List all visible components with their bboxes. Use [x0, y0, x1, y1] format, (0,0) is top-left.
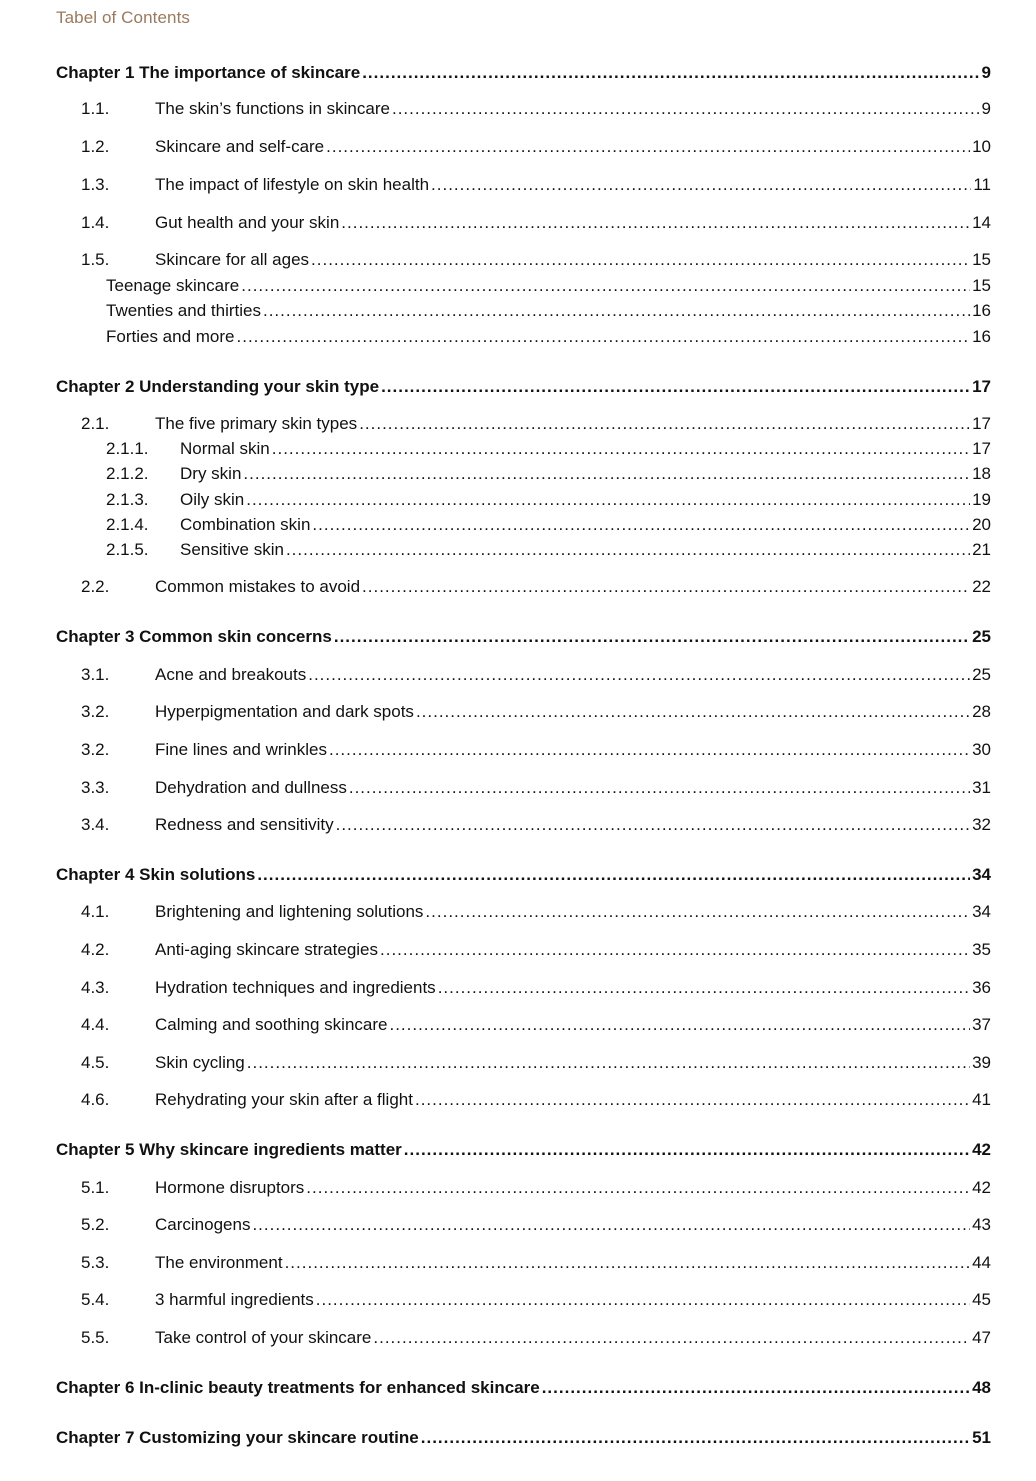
- toc-entry[interactable]: [56, 539, 991, 561]
- toc-entry-title: Brightening and lightening solutions: [155, 902, 424, 921]
- toc-entry-title: Acne and breakouts: [155, 665, 307, 684]
- dot-leader: [362, 576, 970, 598]
- toc-entry-title: Chapter 6 In-clinic beauty treatments for enhanced skincare: [56, 1378, 540, 1397]
- dot-leader: [246, 489, 970, 511]
- toc-entry-title: Common mistakes to avoid: [155, 577, 361, 596]
- dot-leader: [392, 98, 980, 120]
- toc-entry[interactable]: [56, 814, 991, 836]
- toc-entry-number: 2.1.5.: [106, 540, 149, 559]
- toc-entry-title: Skincare and self-care: [155, 137, 325, 156]
- toc-entry[interactable]: [56, 98, 991, 120]
- toc-entry-number: 5.1.: [81, 1178, 110, 1197]
- toc-entry-title: Teenage skincare: [106, 276, 240, 295]
- toc-entry-page-number: 34: [972, 865, 991, 884]
- toc-entry-page-number: 11: [973, 175, 991, 194]
- toc-entry-page-number: 17: [972, 414, 991, 433]
- toc-entry-number: 3.3.: [81, 778, 110, 797]
- toc-entry-title: The skin’s functions in skincare: [155, 99, 390, 118]
- toc-entry-page-number: 15: [972, 276, 991, 295]
- toc-entry-title: Carcinogens: [155, 1215, 251, 1234]
- toc-entry-page-number: 51: [972, 1428, 991, 1447]
- toc-entry-number: 1.3.: [81, 175, 110, 194]
- toc-entry[interactable]: [56, 1252, 991, 1274]
- toc-entry-title: Skin cycling: [155, 1053, 245, 1072]
- toc-chapter-entry[interactable]: [56, 62, 991, 84]
- toc-entry[interactable]: [56, 514, 991, 536]
- toc-entry-title: Forties and more: [106, 327, 235, 346]
- toc-entry-page-number: 44: [972, 1253, 991, 1272]
- toc-entry[interactable]: [56, 739, 991, 761]
- toc-heading: Tabel of Contents: [56, 8, 191, 27]
- toc-entry-number: 2.2.: [81, 577, 110, 596]
- toc-entry-page-number: 48: [972, 1378, 991, 1397]
- toc-entry-page-number: 17: [972, 439, 991, 458]
- dot-leader: [336, 814, 970, 836]
- toc-entry-title: Hormone disruptors: [155, 1178, 305, 1197]
- toc-entry[interactable]: [56, 1052, 991, 1074]
- toc-entry[interactable]: [56, 300, 991, 322]
- dot-leader: [237, 326, 971, 348]
- dot-leader: [404, 1139, 970, 1161]
- toc-entry-title: Chapter 5 Why skincare ingredients matter: [56, 1140, 402, 1159]
- toc-entry[interactable]: [56, 1289, 991, 1311]
- toc-entry-number: 3.2.: [81, 740, 110, 759]
- toc-entry-number: 5.3.: [81, 1253, 110, 1272]
- dot-leader: [359, 413, 970, 435]
- toc-entry[interactable]: [56, 438, 991, 460]
- toc-entry-title: Gut health and your skin: [155, 213, 340, 232]
- toc-entry-title: Hydration techniques and ingredients: [155, 978, 436, 997]
- toc-entry[interactable]: [56, 664, 991, 686]
- toc-entry-page-number: 18: [972, 464, 991, 483]
- toc-entry[interactable]: [56, 1214, 991, 1236]
- toc-entry-page-number: 17: [972, 377, 991, 396]
- toc-entry-page-number: 32: [972, 815, 991, 834]
- toc-entry-number: 4.5.: [81, 1053, 110, 1072]
- toc-entry-number: 1.5.: [81, 250, 110, 269]
- toc-entry-title: Anti-aging skincare strategies: [155, 940, 379, 959]
- toc-entry-page-number: 25: [972, 627, 991, 646]
- toc-entry-page-number: 43: [972, 1215, 991, 1234]
- toc-entry-page-number: 15: [972, 250, 991, 269]
- toc-entry[interactable]: [56, 249, 991, 271]
- toc-entry-page-number: 9: [981, 63, 991, 82]
- toc-chapter-entry[interactable]: [56, 1427, 991, 1449]
- toc-entry-page-number: 21: [972, 540, 991, 559]
- dot-leader: [381, 376, 970, 398]
- toc-entry-number: 3.2.: [81, 702, 110, 721]
- toc-entry[interactable]: [56, 489, 991, 511]
- dot-leader: [316, 1289, 970, 1311]
- dot-leader: [247, 1052, 970, 1074]
- toc-entry[interactable]: [56, 701, 991, 723]
- toc-entry-number: 4.2.: [81, 940, 110, 959]
- dot-leader: [326, 136, 970, 158]
- toc-entry-title: Calming and soothing skincare: [155, 1015, 388, 1034]
- toc-entry-page-number: 9: [981, 99, 991, 118]
- toc-entry-number: 2.1.1.: [106, 439, 149, 458]
- toc-entry[interactable]: [56, 777, 991, 799]
- toc-entry-number: 2.1.4.: [106, 515, 149, 534]
- toc-entry-number: 5.4.: [81, 1290, 110, 1309]
- toc-entry-title: The impact of lifestyle on skin health: [155, 175, 430, 194]
- toc-entry-number: 1.4.: [81, 213, 110, 232]
- toc-entry-title: Take control of your skincare: [155, 1328, 372, 1347]
- dot-leader: [425, 901, 970, 923]
- dot-leader: [252, 1214, 970, 1236]
- toc-entry-page-number: 41: [972, 1090, 991, 1109]
- dot-leader: [312, 514, 970, 536]
- toc-entry-page-number: 37: [972, 1015, 991, 1034]
- toc-chapter-entry[interactable]: [56, 626, 991, 648]
- dot-leader: [373, 1327, 970, 1349]
- dot-leader: [438, 977, 970, 999]
- toc-entry-number: 4.3.: [81, 978, 110, 997]
- toc-entry-page-number: 30: [972, 740, 991, 759]
- toc-chapter-entry[interactable]: [56, 1139, 991, 1161]
- toc-entry[interactable]: [56, 1177, 991, 1199]
- toc-entry-number: 2.1.2.: [106, 464, 149, 483]
- dot-leader: [334, 626, 970, 648]
- dot-leader: [421, 1427, 970, 1449]
- dot-leader: [542, 1377, 970, 1399]
- toc-entry[interactable]: [56, 136, 991, 158]
- toc-entry-page-number: 35: [972, 940, 991, 959]
- toc-entry-page-number: 16: [972, 301, 991, 320]
- toc-entry-title: Hyperpigmentation and dark spots: [155, 702, 414, 721]
- toc-entry[interactable]: [56, 576, 991, 598]
- toc-entry-page-number: 36: [972, 978, 991, 997]
- toc-entry-number: 5.5.: [81, 1328, 110, 1347]
- toc-entry[interactable]: [56, 413, 991, 435]
- toc-entry-title: Oily skin: [180, 490, 245, 509]
- toc-chapter-entry[interactable]: [56, 376, 991, 398]
- toc-entry-number: 4.6.: [81, 1090, 110, 1109]
- toc-entry-title: Chapter 3 Common skin concerns: [56, 627, 332, 646]
- dot-leader: [416, 701, 970, 723]
- toc-entry-title: Chapter 1 The importance of skincare: [56, 63, 361, 82]
- toc-entry-page-number: 19: [972, 490, 991, 509]
- toc-entry-title: The environment: [155, 1253, 283, 1272]
- dot-leader: [389, 1014, 970, 1036]
- toc-entry-title: Sensitive skin: [180, 540, 284, 559]
- toc-entry-title: Normal skin: [180, 439, 270, 458]
- toc-entry-number: 1.1.: [81, 99, 110, 118]
- toc-entry-title: Rehydrating your skin after a flight: [155, 1090, 413, 1109]
- toc-entry-title: Combination skin: [180, 515, 311, 534]
- dot-leader: [263, 300, 970, 322]
- toc-entry-page-number: 20: [972, 515, 991, 534]
- toc-entry-title: Dry skin: [180, 464, 242, 483]
- toc-entry-number: 5.2.: [81, 1215, 110, 1234]
- dot-leader: [257, 864, 970, 886]
- toc-entry-page-number: 42: [972, 1178, 991, 1197]
- toc-entry-title: Dehydration and dullness: [155, 778, 347, 797]
- toc-entry[interactable]: [56, 1327, 991, 1349]
- toc-entry-number: 2.1.: [81, 414, 110, 433]
- dot-leader: [329, 739, 970, 761]
- toc-entry-page-number: 47: [972, 1328, 991, 1347]
- toc-entry-title: Skincare for all ages: [155, 250, 310, 269]
- dot-leader: [286, 539, 970, 561]
- dot-leader: [349, 777, 970, 799]
- dot-leader: [285, 1252, 971, 1274]
- toc-entry-title: Fine lines and wrinkles: [155, 740, 327, 759]
- toc-entry-title: Chapter 4 Skin solutions: [56, 865, 256, 884]
- toc-chapter-entry[interactable]: [56, 1377, 991, 1399]
- dot-leader: [341, 212, 970, 234]
- toc-entry[interactable]: [56, 463, 991, 485]
- toc-entry[interactable]: [56, 212, 991, 234]
- toc-entry-number: 1.2.: [81, 137, 110, 156]
- toc-entry-number: 2.1.3.: [106, 490, 149, 509]
- toc-entry-title: 3 harmful ingredients: [155, 1290, 314, 1309]
- toc-entry-page-number: 25: [972, 665, 991, 684]
- dot-leader: [306, 1177, 970, 1199]
- toc-entry-page-number: 10: [972, 137, 991, 156]
- dot-leader: [431, 174, 971, 196]
- toc-entry-page-number: 22: [972, 577, 991, 596]
- toc-entry-page-number: 31: [972, 778, 991, 797]
- dot-leader: [415, 1089, 970, 1111]
- toc-entry[interactable]: [56, 326, 991, 348]
- toc-entry-number: 4.1.: [81, 902, 110, 921]
- toc-chapter-entry[interactable]: [56, 864, 991, 886]
- dot-leader: [272, 438, 970, 460]
- dot-leader: [243, 463, 970, 485]
- toc-entry[interactable]: [56, 1014, 991, 1036]
- toc-entry[interactable]: [56, 901, 991, 923]
- toc-entry[interactable]: [56, 275, 991, 297]
- dot-leader: [241, 275, 970, 297]
- toc-entry-page-number: 45: [972, 1290, 991, 1309]
- toc-entry-number: 3.4.: [81, 815, 110, 834]
- toc-entry-title: The five primary skin types: [155, 414, 358, 433]
- toc-entry-page-number: 14: [972, 213, 991, 232]
- toc-entry-page-number: 39: [972, 1053, 991, 1072]
- toc-entry-page-number: 42: [972, 1140, 991, 1159]
- toc-entry-title: Redness and sensitivity: [155, 815, 334, 834]
- toc-entry-page-number: 34: [972, 902, 991, 921]
- dot-leader: [380, 939, 970, 961]
- toc-entry-title: Twenties and thirties: [106, 301, 261, 320]
- dot-leader: [311, 249, 970, 271]
- toc-entry[interactable]: [56, 1089, 991, 1111]
- toc-entry-number: 3.1.: [81, 665, 110, 684]
- toc-entry-page-number: 28: [972, 702, 991, 721]
- toc-entry-title: Chapter 7 Customizing your skincare routine: [56, 1428, 419, 1447]
- toc-entry[interactable]: [56, 977, 991, 999]
- dot-leader: [308, 664, 970, 686]
- toc-entry-page-number: 16: [972, 327, 991, 346]
- dot-leader: [362, 62, 979, 84]
- toc-entry-number: 4.4.: [81, 1015, 110, 1034]
- toc-entry[interactable]: [56, 174, 991, 196]
- toc-entry-title: Chapter 2 Understanding your skin type: [56, 377, 380, 396]
- toc-entry[interactable]: [56, 939, 991, 961]
